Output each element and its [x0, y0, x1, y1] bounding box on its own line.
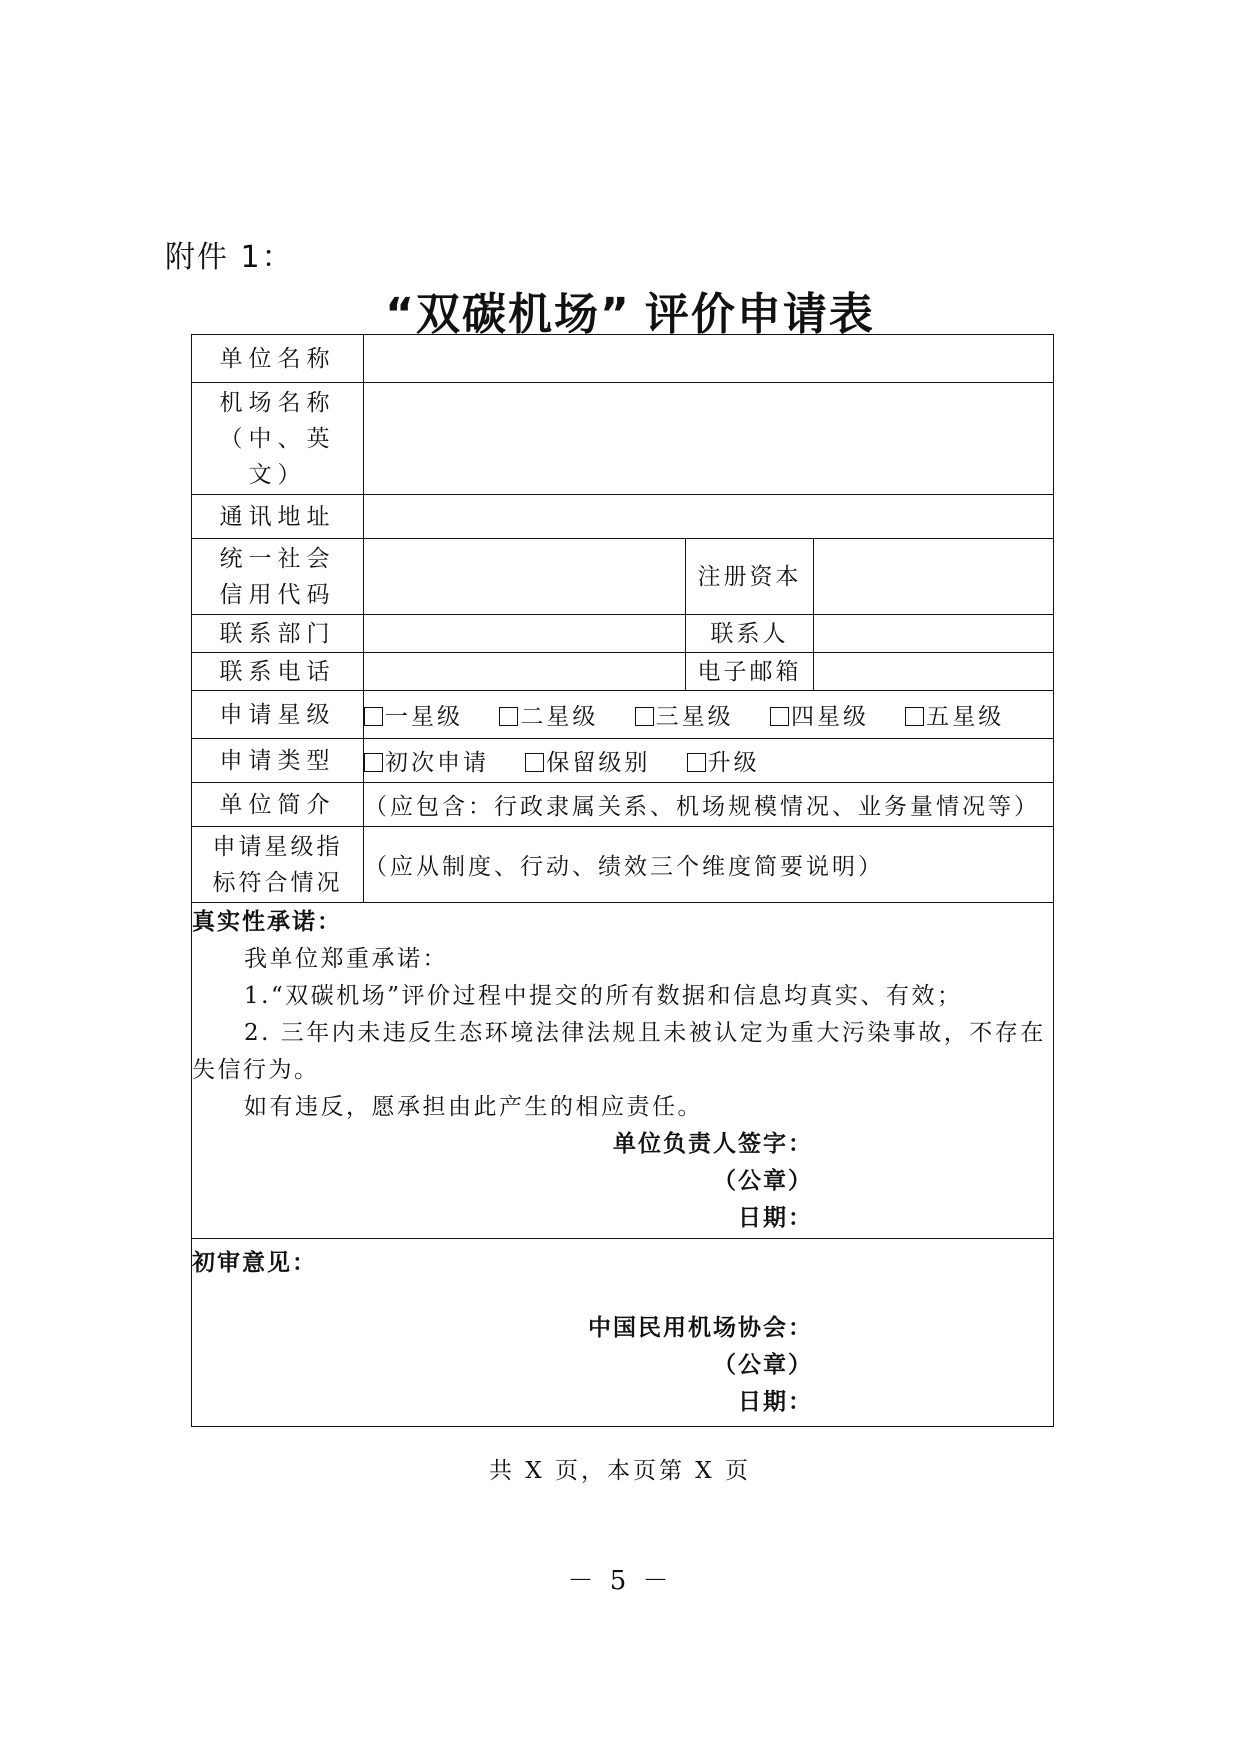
contact-dept-field[interactable] — [364, 615, 686, 653]
label-airport-name-line2: （中、英 — [219, 425, 336, 452]
compliance-field[interactable]: （应从制度、行动、绩效三个维度简要说明） — [364, 827, 1054, 903]
checkbox-icon[interactable] — [770, 707, 789, 726]
review-heading: 初审意见： — [192, 1249, 317, 1276]
label-contact-person: 联系人 — [686, 615, 814, 653]
checkbox-icon[interactable] — [499, 707, 518, 726]
label-airport-name-line1: 机场名称 — [219, 389, 336, 416]
review-section — [192, 1239, 1054, 1427]
checkbox-icon[interactable] — [525, 753, 544, 772]
label-contact-dept: 联系部门 — [192, 615, 364, 653]
label-contact-phone: 联系电话 — [192, 653, 364, 691]
credit-code-field[interactable] — [364, 539, 686, 615]
star-option-2[interactable]: 二星级 — [499, 704, 598, 730]
application-form-table — [191, 334, 1054, 1427]
label-star-level: 申请星级 — [192, 691, 364, 739]
page-title — [0, 278, 1240, 342]
star-option-4[interactable]: 四星级 — [770, 704, 869, 730]
address-field[interactable] — [364, 495, 1054, 539]
pledge-closing: 如有违反，愿承担由此产生的相应责任。 — [244, 1094, 703, 1120]
star-option-3[interactable]: 三星级 — [635, 704, 734, 730]
label-apply-type: 申请类型 — [192, 739, 364, 783]
apply-type-option-3[interactable]: 升级 — [687, 750, 760, 776]
pledge-date: 日期： — [738, 1205, 814, 1231]
checkbox-icon[interactable] — [905, 707, 924, 726]
star-option-1[interactable]: 一星级 — [364, 704, 463, 730]
star-level-options — [364, 691, 1054, 739]
label-credit-code-line2: 信用代码 — [219, 581, 336, 608]
page-number: － 5 － — [567, 1566, 673, 1596]
page-count-footer: 共 X 页，本页第 X 页 — [489, 1458, 751, 1484]
pledge-seal: （公章） — [713, 1168, 814, 1194]
airport-name-field[interactable] — [364, 383, 1054, 495]
apply-type-option-2[interactable]: 保留级别 — [525, 750, 650, 776]
review-seal: （公章） — [713, 1351, 814, 1378]
checkbox-icon[interactable] — [364, 707, 383, 726]
label-airport-name — [192, 383, 364, 495]
review-date: 日期： — [738, 1388, 814, 1415]
attachment-label: 附件 1： — [165, 240, 294, 275]
review-org: 中国民用机场协会： — [588, 1314, 814, 1341]
registered-capital-field[interactable] — [814, 539, 1054, 615]
label-registered-capital: 注册资本 — [686, 539, 814, 615]
pledge-section — [192, 903, 1054, 1239]
label-compliance-line2: 标符合情况 — [212, 869, 343, 896]
label-airport-name-line3: 文） — [248, 461, 307, 488]
apply-type-options — [364, 739, 1054, 783]
email-field[interactable] — [814, 653, 1054, 691]
checkbox-icon[interactable] — [364, 753, 383, 772]
label-unit-name: 单位名称 — [192, 335, 364, 383]
label-compliance-line1: 申请星级指 — [212, 833, 343, 860]
contact-phone-field[interactable] — [364, 653, 686, 691]
label-address: 通讯地址 — [192, 495, 364, 539]
pledge-item-1: 1.“双碳机场”评价过程中提交的所有数据和信息均真实、有效； — [244, 983, 963, 1009]
label-credit-code-line1: 统一社会 — [219, 545, 336, 572]
apply-type-option-1[interactable]: 初次申请 — [364, 750, 489, 776]
star-option-5[interactable]: 五星级 — [905, 704, 1004, 730]
pledge-signature: 单位负责人签字： — [613, 1131, 814, 1157]
label-email: 电子邮箱 — [686, 653, 814, 691]
title-quoted: “双碳机场” — [385, 289, 631, 340]
label-unit-intro: 单位简介 — [192, 783, 364, 827]
unit-intro-field[interactable]: （应包含：行政隶属关系、机场规模情况、业务量情况等） — [364, 783, 1054, 827]
unit-name-field[interactable] — [364, 335, 1054, 383]
checkbox-icon[interactable] — [687, 753, 706, 772]
pledge-item-2: 2. 三年内未违反生态环境法律法规且未被认定为重大污染事故，不存在失信行为。 — [192, 1020, 1046, 1083]
contact-person-field[interactable] — [814, 615, 1054, 653]
label-compliance — [192, 827, 364, 903]
pledge-heading: 真实性承诺： — [192, 909, 342, 935]
pledge-intro: 我单位郑重承诺： — [244, 946, 448, 972]
label-credit-code — [192, 539, 364, 615]
title-rest: 评价申请表 — [644, 289, 875, 340]
checkbox-icon[interactable] — [635, 707, 654, 726]
